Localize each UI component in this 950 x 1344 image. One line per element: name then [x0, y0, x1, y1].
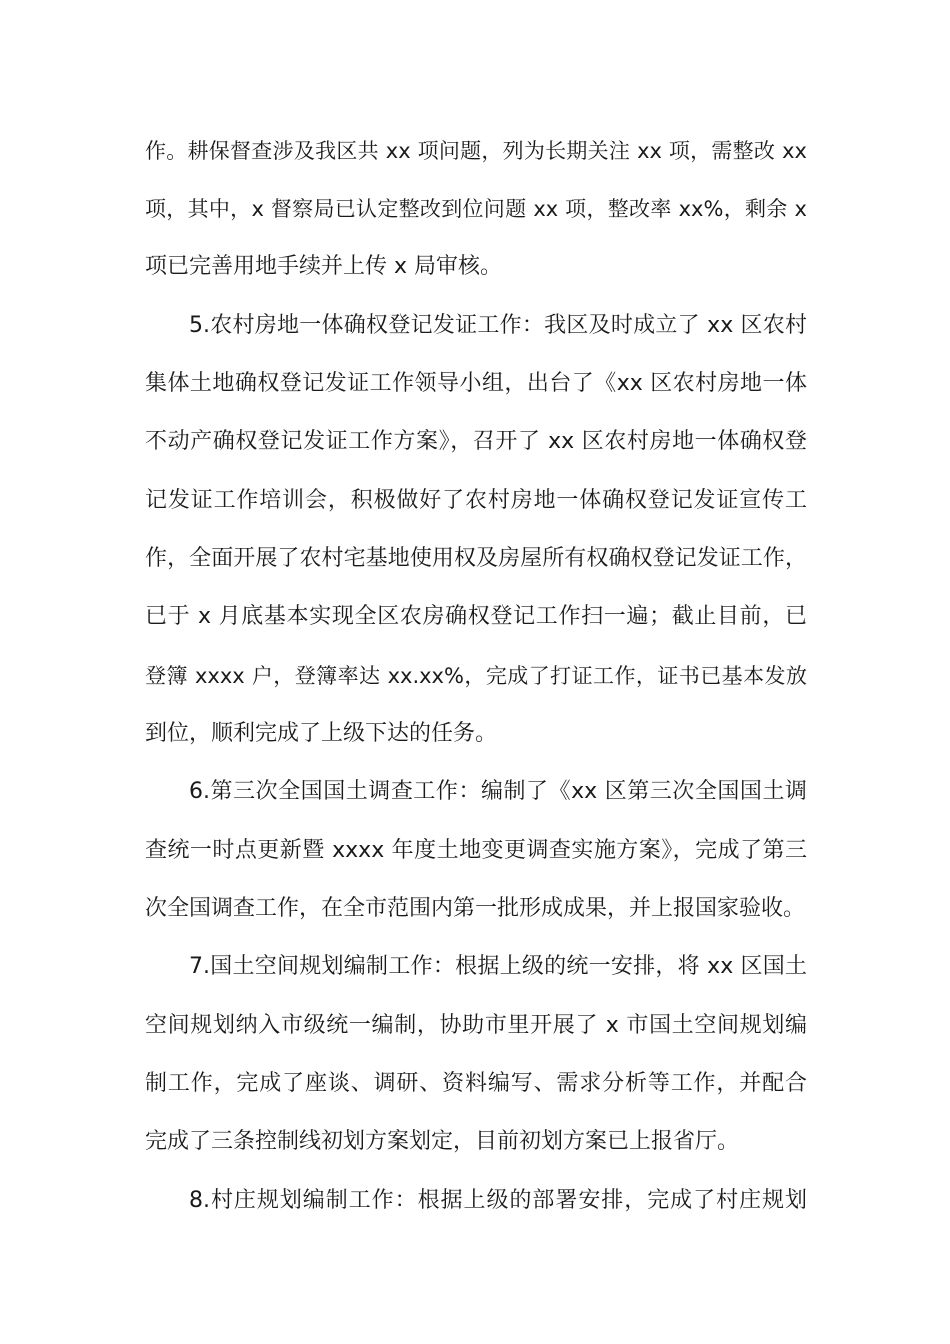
- text-line: 制工作，完成了座谈、调研、资料编写、需求分析等工作，并配合: [145, 1071, 807, 1096]
- text-line: 记发证工作培训会，积极做好了农村房地一体确权登记发证宣传工: [145, 488, 807, 513]
- text-line: 空间规划纳入市级统一编制，协助市里开展了 x 市国土空间规划编: [145, 1013, 807, 1038]
- paragraph-heading-line: 7.国土空间规划编制工作：根据上级的统一安排，将 xx 区国土: [189, 954, 807, 979]
- paragraph-heading-line: 5.农村房地一体确权登记发证工作：我区及时成立了 xx 区农村: [189, 313, 807, 338]
- text-line: 项已完善用地手续并上传 x 局审核。: [145, 254, 503, 279]
- text-line: 项，其中，x 督察局已认定整改到位问题 xx 项，整改率 xx%，剩余 x: [145, 197, 807, 221]
- text-line: 不动产确权登记发证工作方案》，召开了 xx 区农村房地一体确权登: [145, 429, 807, 454]
- text-line: 集体土地确权登记发证工作领导小组，出台了《xx 区农村房地一体: [145, 371, 807, 396]
- text-line: 完成了三条控制线初划方案划定，目前初划方案已上报省厅。: [145, 1129, 740, 1154]
- text-line: 登簿 xxxx 户，登簿率达 xx.xx%，完成了打证工作，证书已基本发放: [145, 664, 807, 688]
- text-line: 作，全面开展了农村宅基地使用权及房屋所有权确权登记发证工作，: [145, 546, 807, 571]
- text-line: 次全国调查工作，在全市范围内第一批形成成果，并上报国家验收。: [145, 896, 806, 921]
- text-line: 到位，顺利完成了上级下达的任务。: [145, 721, 498, 746]
- paragraph-heading-line: 8.村庄规划编制工作：根据上级的部署安排，完成了村庄规划: [189, 1188, 807, 1213]
- text-line: 查统一时点更新暨 xxxx 年度土地变更调查实施方案》，完成了第三: [145, 838, 807, 863]
- text-line: 已于 x 月底基本实现全区农房确权登记工作扫一遍；截止目前，已: [145, 604, 807, 629]
- paragraph-heading-line: 6.第三次全国国土调查工作：编制了《xx 区第三次全国国土调: [189, 779, 807, 804]
- text-line: 作。耕保督查涉及我区共 xx 项问题，列为长期关注 xx 项，需整改 xx: [145, 139, 807, 163]
